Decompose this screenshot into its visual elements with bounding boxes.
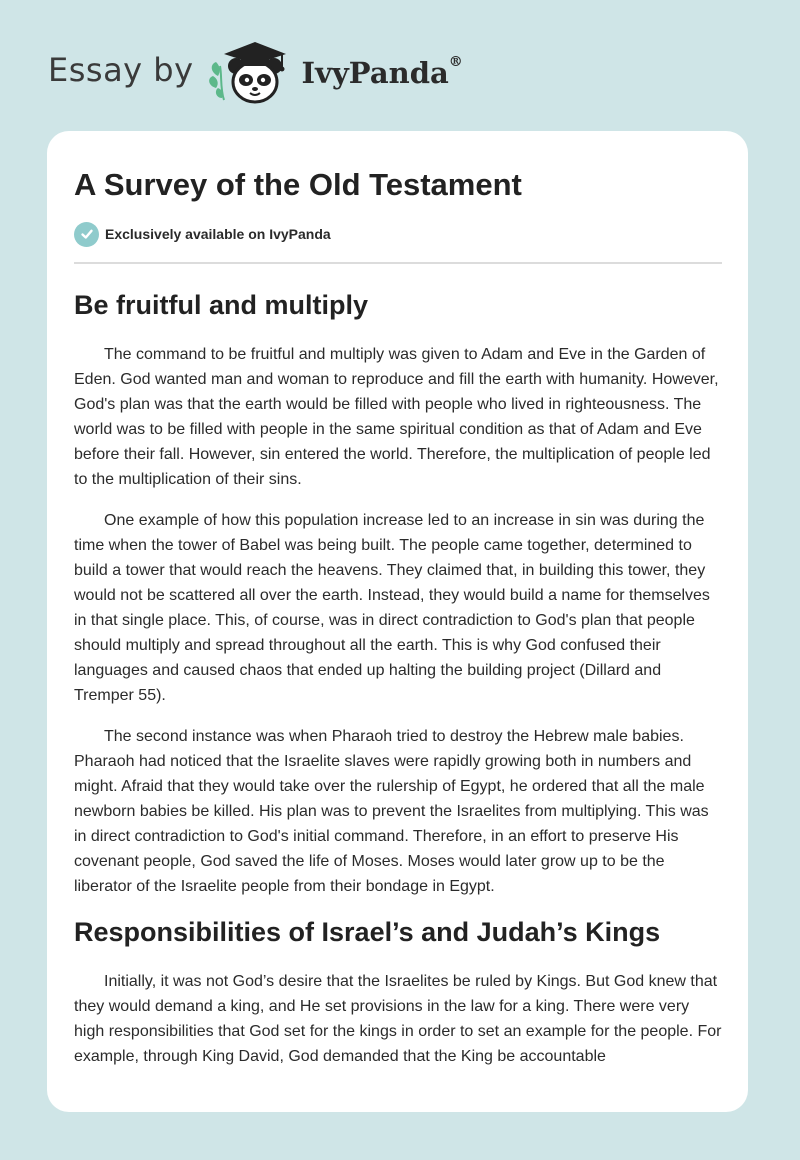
exclusive-badge-label: Exclusively available on IvyPanda — [105, 226, 331, 242]
brand-prefix: Essay by — [48, 51, 194, 89]
essay-card — [47, 131, 748, 1112]
title-divider — [74, 262, 722, 264]
brand-name — [302, 56, 463, 90]
panda-graduate-icon — [208, 36, 300, 108]
paragraph: The command to be fruitful and multiply was given to Adam and Eve in the Garden of Eden. God wanted man and woman to reproduce and fill the earth with humanity. However, God's plan was that the earth would be filled with people who lived in righteousness. The world was to be filled with people in the same spiritual condition as that of Adam and Eve before their fall. However, sin entered the world. Therefore, the multiplication of people led to the multiplication of their sins. — [74, 346, 719, 488]
registered-mark: ® — [448, 54, 463, 70]
paragraph: Initially, it was not God’s desire that the Israelites be ruled by Kings. But God knew that they would demand a king, and He set provisions in the law for a king. There were very high responsibilities that God set for the kings in order to set an example for the people. For example, through King David, God demanded that the King be accountable — [74, 973, 722, 1065]
brand-name-text: IvyPanda — [301, 56, 449, 90]
section-heading: Responsibilities of Israel’s and Judah’s Kings — [74, 917, 661, 947]
section-heading: Be fruitful and multiply — [74, 290, 368, 320]
checkmark-icon — [74, 222, 99, 247]
paragraph: One example of how this population increase led to an increase in sin was during the time when the tower of Babel was being built. The people came together, determined to build a tower that would reach the heavens. They claimed that, in building this tower, they would not be scattered all over the earth. Instead, they would build a name for themselves in that single place. This, of course, was in direct contradiction to God's plan that people should multiply and spread throughout all the earth. This is why God confused their languages and caused chaos that ended up halting the building project (Dillard and Tremper 55). — [74, 512, 710, 704]
brand-header — [48, 36, 463, 108]
page-title: A Survey of the Old Testament — [74, 167, 522, 202]
exclusive-badge — [74, 221, 722, 247]
paragraph: The second instance was when Pharaoh tried to destroy the Hebrew male babies. Pharaoh had noticed that the Israelite slaves were rapidly growing both in numbers and might. Afraid that they would take over the rulership of Egypt, he ordered that all the male newborn babies be killed. His plan was to prevent the Israelites from multiplying. This was in direct contradiction to God's initial command. Therefore, in an effort to preserve His covenant people, God saved the life of Moses. Moses would later grow up to be the liberator of the Israelite people from their bondage in Egypt. — [74, 728, 709, 895]
